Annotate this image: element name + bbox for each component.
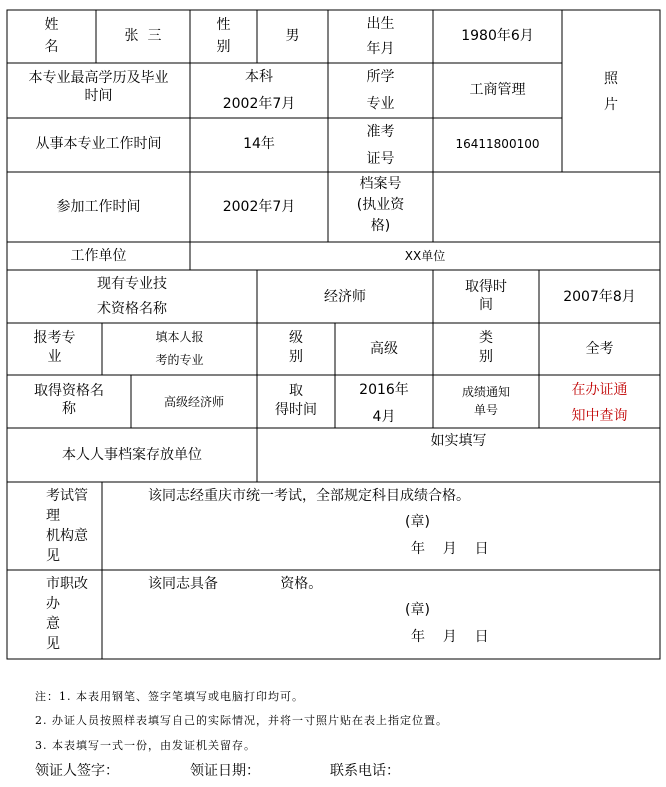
work-years-label: 从事本专业工作时间 [35,136,162,152]
current-qual-value: 经济师 [324,289,366,305]
exam-id-label: 准考 证号 [366,124,395,167]
notice-label: 成绩通知 单号 [461,385,510,417]
note-3: 3. 本表填写一式一份，由发证机关留存。 [35,739,256,752]
city-office-label: 市职改 办 意 见 [46,576,88,652]
exam-office-seal: (章) [405,514,430,530]
exam-id-value: 16411800100 [455,137,540,151]
file-number-value[interactable] [433,172,660,242]
qual-time-label: 取 得时间 [275,383,317,418]
major-value: 工商管理 [469,82,526,98]
current-qual-label: 现有专业技 术资格名称 [97,276,167,317]
obtain-time-label: 取得时 间 [465,279,507,313]
edu-label: 本专业最高学历及毕业 时间 [28,70,169,104]
start-work-value: 2002年7月 [222,199,296,215]
obtain-time-value: 2007年8月 [563,289,636,305]
level-label: 级 别 [289,330,303,365]
name-value: 张 三 [124,28,162,44]
signer-label: 领证人签字： [35,763,119,779]
sex-value: 男 [285,28,300,44]
qual-name-value: 高级经济师 [163,395,224,409]
archive-unit-label: 本人人事档案存放单位 [62,447,202,463]
edu-value: 本科 2002年7月 [222,69,296,112]
qual-time-value: 2016年 4月 [359,382,409,425]
name-label: 姓 名 [44,17,59,55]
phone-label: 联系电话： [330,763,400,779]
archive-unit-value: 如实填写 [430,433,487,449]
sex-label: 性 别 [216,17,231,55]
photo-label: 照 片 [604,71,618,113]
apply-major-value: 填本人报 考的专业 [155,330,204,367]
exam-office-label: 考试管 理 机构意 见 [46,488,88,564]
city-office-date: 年 月 日 [411,629,489,645]
birth-label: 出生 年月 [366,16,395,57]
apply-major-label: 报考专 业 [33,330,76,365]
exam-office-date: 年 月 日 [411,541,489,557]
note-1: 注：1. 本表用钢笔、签字笔填写或电脑打印均可。 [35,690,304,703]
work-years-value: 14年 [243,136,275,152]
city-office-seal: (章) [405,602,430,618]
file-number-label: 档案号 (执业资 格) [356,176,405,234]
city-office-text: 该同志具备 资格。 [148,576,323,592]
work-unit-value: XX单位 [404,249,446,263]
start-work-label: 参加工作时间 [56,199,141,215]
note-2: 2. 办证人员按照样表填写自己的实际情况，并将一寸照片贴在表上指定位置。 [35,714,448,727]
exam-office-text: 该同志经重庆市统一考试，全部规定科目成绩合格。 [148,488,470,504]
birth-value: 1980年6月 [461,28,534,44]
category-label: 类 别 [479,330,493,365]
major-label: 所学 专业 [366,69,395,112]
notice-value: 在办证通 知中查询 [571,382,628,424]
date-label: 领证日期： [190,763,260,779]
category-value: 全考 [585,341,614,357]
level-value: 高级 [370,341,398,357]
work-unit-label: 工作单位 [70,248,127,264]
qual-name-label: 取得资格名 称 [34,383,104,417]
